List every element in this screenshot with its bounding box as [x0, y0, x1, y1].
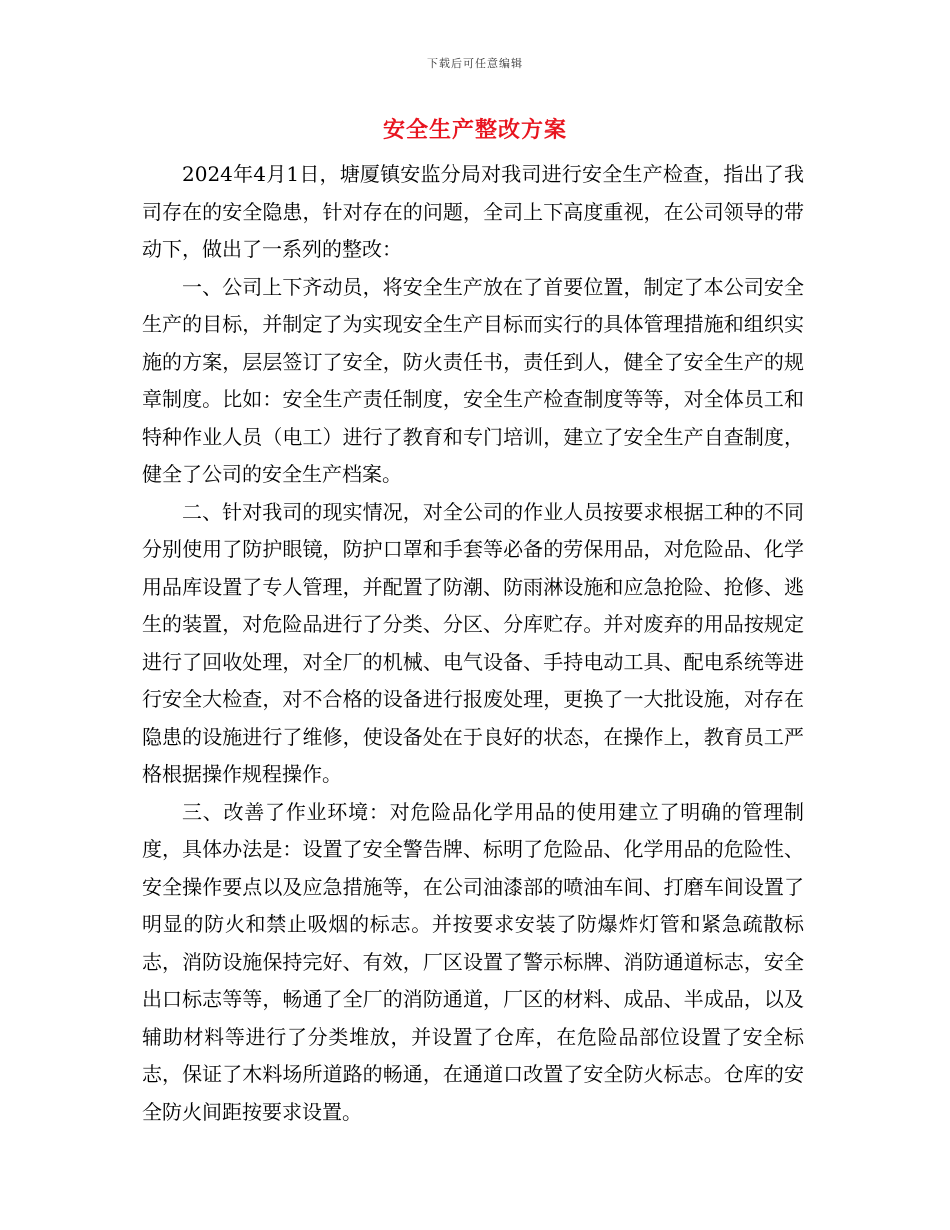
document-body	[142, 156, 804, 1131]
document-title: 安全生产整改方案	[382, 117, 567, 143]
paragraph-section-2: 二、针对我司的现实情况，对全公司的作业人员按要求根据工种的不同分别使用了防护眼镜，防护口罩和手套等必备的劳保用品，对危险品、化学用品库设置了专人管理，并配置了防潮、防雨淋设施和应急抢险、抢修、逃生的装置，对危险品进行了分类、分区、分库贮存。并对废弃的用品按规定进行了回收处理，对全厂的机械、电气设备、手持电动工具、配电系统等进行安全大检查，对不合格的设备进行报废处理，更换了一大批设施，对存在隐患的设施进行了维修，使设备处在于良好的状态，在操作上，教育员工严格根据操作规程操作。	[142, 499, 804, 786]
paragraph-section-3: 三、改善了作业环境：对危险品化学用品的使用建立了明确的管理制度，具体办法是：设置了安全警告牌、标明了危险品、化学用品的危险性、安全操作要点以及应急措施等，在公司油漆部的喷油车间、打磨车间设置了明显的防火和禁止吸烟的标志。并按要求安装了防爆炸灯管和紧急疏散标志，消防设施保持完好、有效，厂区设置了警示标牌、消防通道标志，安全出口标志等等，畅通了全厂的消防通道，厂区的材料、成品、半成品，以及辅助材料等进行了分类堆放，并设置了仓库，在危险品部位设置了安全标志，保证了木料场所道路的畅通，在通道口改置了安全防火标志。仓库的安全防火间距按要求设置。	[142, 799, 804, 1124]
header-note: 下载后可任意编辑	[427, 57, 523, 70]
paragraph-section-1: 一、公司上下齐动员，将安全生产放在了首要位置，制定了本公司安全生产的目标，并制定了为实现安全生产目标而实行的具体管理措施和组织实施的方案，层层签订了安全，防火责任书，责任到人，健全了安全生产的规章制度。比如：安全生产责任制度，安全生产检查制度等等，对全体员工和特种作业人员（电工）进行了教育和专门培训，建立了安全生产自查制度，健全了公司的安全生产档案。	[142, 274, 804, 486]
paragraph-intro: 2024年4月1日，塘厦镇安监分局对我司进行安全生产检查，指出了我司存在的安全隐患，针对存在的问题，全司上下高度重视，在公司领导的带动下，做出了一系列的整改：	[142, 162, 804, 261]
